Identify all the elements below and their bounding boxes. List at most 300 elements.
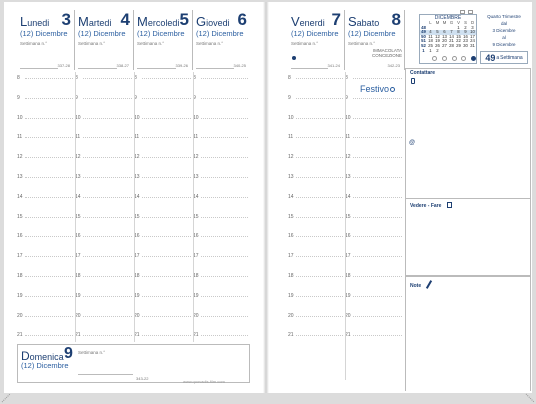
hour-number: 20: [75, 312, 81, 319]
hour-line: [296, 276, 343, 277]
calendar-day: 3: [471, 24, 474, 30]
week-number-cell: 48: [421, 24, 426, 30]
day-header-wednesday[interactable]: [134, 10, 193, 70]
hour-line: [296, 98, 343, 99]
hour-line: [25, 316, 73, 317]
hour-line: [25, 137, 73, 138]
hour-line: [83, 177, 132, 178]
calendar-day: 21: [449, 38, 454, 44]
hour-line: [353, 197, 402, 198]
calendar-day: 28: [449, 42, 454, 48]
hour-number: 10: [75, 114, 81, 121]
day-of-year-code: 338-27: [116, 63, 129, 68]
hour-line: [353, 177, 402, 178]
moon-icon: [461, 56, 466, 61]
todo-box[interactable]: [405, 198, 531, 276]
day-number: 3: [61, 10, 71, 29]
weekday-label: S: [464, 20, 467, 25]
hour-number: 18: [134, 273, 140, 279]
calendar-day: 20: [442, 38, 447, 44]
contacts-label: Contattare: [410, 70, 436, 76]
calendar-day: 10: [470, 29, 475, 35]
week-number: 49: [485, 52, 496, 63]
holiday-line-1: IMMACOLATA: [372, 48, 402, 53]
hour-line: [201, 256, 248, 257]
hour-number: 21: [75, 332, 81, 339]
hour-number: 15: [193, 213, 199, 220]
calendar-day: 19: [435, 38, 440, 44]
hour-line: [25, 217, 73, 218]
month-label: (12) Dicembre: [196, 29, 244, 38]
calendar-day: 4: [427, 30, 434, 35]
hour-number: 19: [134, 292, 140, 299]
calendar-day: 2: [464, 24, 467, 30]
month-label: (12) Dicembre: [137, 29, 185, 38]
mini-calendar: [419, 14, 477, 64]
hour-line: [25, 296, 73, 297]
hour-line: [201, 157, 248, 158]
phone-icon: [411, 78, 415, 84]
hour-number: 11: [193, 134, 199, 141]
hour-number: 10: [134, 114, 140, 121]
hour-line: [25, 78, 73, 79]
hour-number: 12: [345, 154, 351, 161]
hour-number: 21: [193, 332, 199, 339]
hour-number: 12: [288, 154, 294, 161]
month-label: (12) Dicembre: [291, 29, 339, 38]
week-number-cell: 52: [421, 42, 426, 48]
hour-number: 21: [134, 332, 140, 339]
hour-line: [296, 157, 343, 158]
hour-number: 13: [134, 174, 140, 180]
hour-number: 14: [75, 193, 81, 200]
hour-number: 21: [345, 332, 351, 339]
weekday-label: V: [457, 20, 460, 25]
hour-number: 8: [17, 75, 20, 81]
hour-number: 16: [288, 233, 294, 240]
week-number-label: Settimana n.°: [137, 41, 165, 46]
hour-line: [142, 157, 191, 158]
hour-number: 12: [75, 154, 81, 161]
hour-number: 8: [134, 75, 137, 81]
quarter-info: [480, 13, 528, 48]
calendar-day: [448, 49, 455, 54]
todo-label: Vedere - Fare: [410, 203, 442, 209]
hour-line: [296, 118, 343, 119]
weekday-label: G: [449, 20, 454, 25]
hour-line: [201, 177, 248, 178]
calendar-day: [441, 49, 448, 54]
hour-number: 19: [288, 292, 294, 299]
hour-line: [296, 78, 343, 79]
hour-line: [353, 256, 402, 257]
hour-line: [142, 236, 191, 237]
hour-number: 11: [345, 134, 351, 141]
hour-number: 9: [17, 94, 20, 101]
hour-number: 17: [17, 253, 23, 260]
calendar-day: 26: [435, 42, 440, 48]
page-stack-edge: [0, 392, 536, 404]
hour-number: 21: [288, 332, 294, 339]
hour-number: 17: [345, 253, 351, 260]
hour-line: [296, 256, 343, 257]
day-of-year-code: 341-24: [327, 63, 340, 68]
week-number-cell: 51: [421, 38, 426, 44]
hour-number: 15: [134, 213, 140, 220]
day-name: Venerdi: [291, 14, 325, 29]
day-number: 7: [331, 10, 341, 29]
quarter-title: Quarto Trimestre: [487, 14, 521, 19]
day-number: 4: [120, 10, 130, 29]
hour-line: [296, 137, 343, 138]
hour-line: [201, 217, 248, 218]
hour-line: [25, 98, 73, 99]
hour-line: [201, 316, 248, 317]
calendar-day: 11: [428, 33, 433, 39]
calendar-day: [462, 49, 469, 54]
holiday-line-2: CONCEZIONE: [371, 53, 402, 58]
week-number-cell: 49: [421, 29, 426, 35]
hour-line: [83, 335, 132, 336]
hour-line: [201, 78, 248, 79]
hour-line: [201, 197, 248, 198]
calendar-day: 5: [434, 30, 441, 35]
hour-number: 9: [345, 94, 348, 101]
hour-number: 8: [75, 75, 78, 81]
hour-line: [25, 236, 73, 237]
day-number: 8: [391, 10, 401, 29]
day-number: 9: [64, 345, 73, 362]
calendar-day: 7: [448, 30, 455, 35]
hour-line: [142, 217, 191, 218]
month-label: (12) Dicembre: [348, 29, 396, 38]
hour-line: [142, 98, 191, 99]
hour-number: 16: [17, 233, 23, 240]
hour-line: [296, 197, 343, 198]
hour-line: [25, 197, 73, 198]
hour-number: 9: [288, 94, 291, 101]
day-of-year-code: 340-25: [233, 63, 246, 68]
calendar-day: 16: [463, 33, 468, 39]
hour-number: 15: [17, 213, 23, 220]
hour-number: 18: [193, 273, 199, 279]
calendar-table: [420, 21, 476, 53]
hour-number: 14: [288, 193, 294, 200]
book-spine: [263, 2, 269, 393]
day-name: Domenica: [21, 349, 64, 363]
weekday-label: D: [470, 20, 475, 25]
hour-number: 14: [345, 193, 351, 200]
calendar-day: 23: [463, 38, 468, 44]
hour-number: 9: [134, 94, 137, 101]
hour-line: [201, 276, 248, 277]
hour-number: 21: [17, 332, 23, 339]
day-of-year-code: 337-28: [57, 63, 70, 68]
hour-number: 8: [288, 75, 291, 81]
calendar-day: 2: [436, 47, 439, 53]
hour-number: 20: [345, 312, 351, 319]
hour-line: [142, 316, 191, 317]
hour-line: [296, 177, 343, 178]
calendar-day: 22: [456, 38, 461, 44]
hour-line: [83, 98, 132, 99]
hour-line: [142, 335, 191, 336]
day-header-saturday[interactable]: [345, 10, 405, 70]
calendar-day: 25: [428, 42, 433, 48]
hour-line: [83, 78, 132, 79]
hour-line: [142, 296, 191, 297]
week-number-box: [480, 51, 528, 64]
day-name: Sabato: [348, 14, 380, 29]
day-header-tuesday[interactable]: [75, 10, 134, 70]
week-number-cell: 50: [421, 33, 426, 39]
hour-line: [83, 296, 132, 297]
calendar-week-row: [420, 49, 476, 54]
hour-line: [25, 276, 73, 277]
column-divider: [75, 72, 76, 342]
hour-line: [353, 276, 402, 277]
hour-number: 16: [193, 233, 199, 240]
hour-number: 13: [288, 174, 294, 180]
calendar-day: 24: [470, 38, 475, 44]
hour-number: 10: [288, 114, 294, 121]
hour-line: [25, 335, 73, 336]
day-header-sunday[interactable]: [17, 344, 250, 383]
quarter-to: al: [502, 35, 506, 40]
hour-number: 15: [288, 213, 294, 220]
hour-line: [142, 78, 191, 79]
hour-number: 17: [288, 253, 294, 260]
moon-icon: [452, 56, 457, 61]
hour-number: 18: [288, 273, 294, 279]
day-name: Martedi: [78, 14, 112, 29]
hour-line: [83, 276, 132, 277]
column-divider: [193, 72, 194, 342]
header-line: [78, 68, 117, 69]
hour-number: 16: [75, 233, 81, 240]
hour-number: 14: [193, 193, 199, 200]
hour-line: [201, 137, 248, 138]
calendar-day: 6: [441, 30, 448, 35]
day-header-thursday[interactable]: [193, 10, 250, 70]
hour-line: [296, 296, 343, 297]
column-divider: [345, 72, 346, 380]
hour-number: 20: [134, 312, 140, 319]
calendar-day: 9: [462, 30, 469, 35]
hour-line: [353, 335, 402, 336]
week-suffix: a: [496, 54, 500, 61]
hour-line: [353, 316, 402, 317]
moon-icon: [432, 56, 437, 61]
quarter-end-date: 9 Dicembre: [492, 42, 516, 47]
calendar-day: 18: [428, 38, 433, 44]
hour-number: 8: [345, 75, 348, 81]
hour-line: [83, 118, 132, 119]
hour-number: 13: [17, 174, 23, 180]
header-line: [291, 68, 328, 69]
week-number-label: Settimana n.°: [78, 41, 106, 46]
hour-number: 8: [193, 75, 196, 81]
hour-line: [83, 157, 132, 158]
hour-line: [353, 296, 402, 297]
hour-number: 16: [134, 233, 140, 240]
hour-line: [142, 276, 191, 277]
hour-number: 16: [345, 233, 351, 240]
hour-line: [296, 335, 343, 336]
hour-line: [25, 177, 73, 178]
day-name: Giovedi: [196, 14, 230, 29]
hour-number: 19: [193, 292, 199, 299]
hour-number: 18: [345, 273, 351, 279]
hour-number: 11: [17, 134, 23, 141]
month-label: (12) Dicembre: [21, 361, 69, 370]
day-of-year-code: 343-22: [136, 376, 149, 381]
hour-number: 17: [75, 253, 81, 260]
hour-line: [83, 256, 132, 257]
hour-line: [142, 177, 191, 178]
hour-line: [201, 98, 248, 99]
day-header-friday[interactable]: [288, 10, 345, 70]
hour-number: 11: [134, 134, 140, 141]
calendar-day: 8: [455, 30, 462, 35]
header-line: [196, 68, 234, 69]
day-name: Lunedi: [20, 14, 50, 29]
holiday-label: [352, 48, 402, 58]
day-name: Mercoledi: [137, 14, 180, 29]
hour-number: 19: [345, 292, 351, 299]
calendar-day: 15: [456, 33, 461, 39]
hour-line: [142, 197, 191, 198]
hour-number: 19: [17, 292, 23, 299]
calendar-day: 27: [442, 42, 447, 48]
week-number-label: Settimana n.°: [348, 41, 376, 46]
hour-line: [25, 157, 73, 158]
hour-number: 20: [193, 312, 199, 319]
week-number-label: Settimana n.°: [78, 350, 106, 355]
calendar-day: 17: [470, 33, 475, 39]
hour-line: [353, 98, 402, 99]
calendar-title: DICEMBRE: [434, 15, 462, 21]
hour-number: 13: [75, 174, 81, 180]
at-icon: @: [409, 140, 416, 146]
calendar-day: 13: [442, 33, 447, 39]
week-number-label: Settimana n.°: [196, 41, 224, 46]
notes-label: Note: [410, 283, 422, 289]
day-number: 5: [179, 10, 189, 29]
week-number-label: Settimana n.°: [20, 41, 48, 46]
weekday-label: M: [435, 20, 440, 25]
hour-line: [142, 118, 191, 119]
calendar-day: 31: [470, 42, 475, 48]
hour-line: [353, 137, 402, 138]
moon-icon: [471, 56, 476, 61]
month-label: (12) Dicembre: [78, 29, 126, 38]
calendar-day: 29: [456, 42, 461, 48]
hour-line: [201, 335, 248, 336]
hour-line: [296, 236, 343, 237]
hour-number: 15: [345, 213, 351, 220]
quarter-from: dal: [500, 21, 507, 26]
hour-number: 20: [288, 312, 294, 319]
moon-phase-icons: [432, 56, 476, 63]
hour-number: 12: [134, 154, 140, 161]
hour-number: 11: [75, 134, 81, 141]
calendar-day: 30: [463, 42, 468, 48]
week-number-cell: 1: [422, 47, 425, 53]
hour-line: [83, 236, 132, 237]
day-number: 6: [237, 10, 247, 29]
hour-number: 17: [134, 253, 140, 260]
day-of-year-code: 342-23: [387, 63, 400, 68]
hour-line: [201, 236, 248, 237]
hour-line: [201, 296, 248, 297]
hour-number: 18: [17, 273, 23, 279]
calendar-day: 1: [457, 24, 460, 30]
month-label: (12) Dicembre: [20, 29, 68, 38]
weekday-label: M: [442, 20, 447, 25]
hour-number: 18: [75, 273, 81, 279]
circle-icon: [390, 87, 395, 92]
hour-number: 10: [345, 114, 351, 121]
hour-line: [353, 118, 402, 119]
notes-box[interactable]: [405, 276, 531, 391]
hour-line: [353, 217, 402, 218]
calendar-day: [469, 49, 476, 54]
hour-number: 14: [17, 193, 23, 200]
hour-number: 9: [75, 94, 78, 101]
hour-number: 19: [75, 292, 81, 299]
festivo-label: [360, 84, 395, 94]
week-number-label: Settimana n.°: [291, 41, 319, 46]
hour-line: [142, 256, 191, 257]
hour-line: [296, 217, 343, 218]
quarter-start-date: 3 Dicembre: [492, 28, 516, 33]
contacts-box[interactable]: [405, 68, 531, 199]
hour-line: [353, 78, 402, 79]
day-header-monday[interactable]: [17, 10, 75, 70]
hour-number: 12: [193, 154, 199, 161]
hour-number: 10: [193, 114, 199, 121]
day-of-year-code: 339-26: [175, 63, 188, 68]
header-line: [20, 68, 58, 69]
column-divider: [134, 72, 135, 342]
hour-line: [353, 157, 402, 158]
calendar-day: 12: [435, 33, 440, 39]
hour-number: 12: [17, 154, 23, 161]
hour-line: [25, 256, 73, 257]
hour-number: 14: [134, 193, 140, 200]
calendar-day: 14: [449, 33, 454, 39]
hour-line: [83, 316, 132, 317]
hour-line: [142, 137, 191, 138]
hour-number: 10: [17, 114, 23, 121]
new-moon-icon: [292, 56, 296, 60]
hour-line: [83, 217, 132, 218]
weekday-label: L: [429, 20, 432, 25]
hour-number: 13: [345, 174, 351, 180]
moon-icon: [442, 56, 447, 61]
hour-line: [296, 316, 343, 317]
hour-number: 15: [75, 213, 81, 220]
hour-number: 11: [288, 134, 294, 141]
writing-line: [78, 374, 133, 375]
calendar-day: [455, 49, 462, 54]
hour-number: 17: [193, 253, 199, 260]
hour-line: [83, 137, 132, 138]
calendar-day: 1: [429, 47, 432, 53]
festivo-text: Festivo: [360, 84, 390, 94]
header-line: [137, 68, 176, 69]
